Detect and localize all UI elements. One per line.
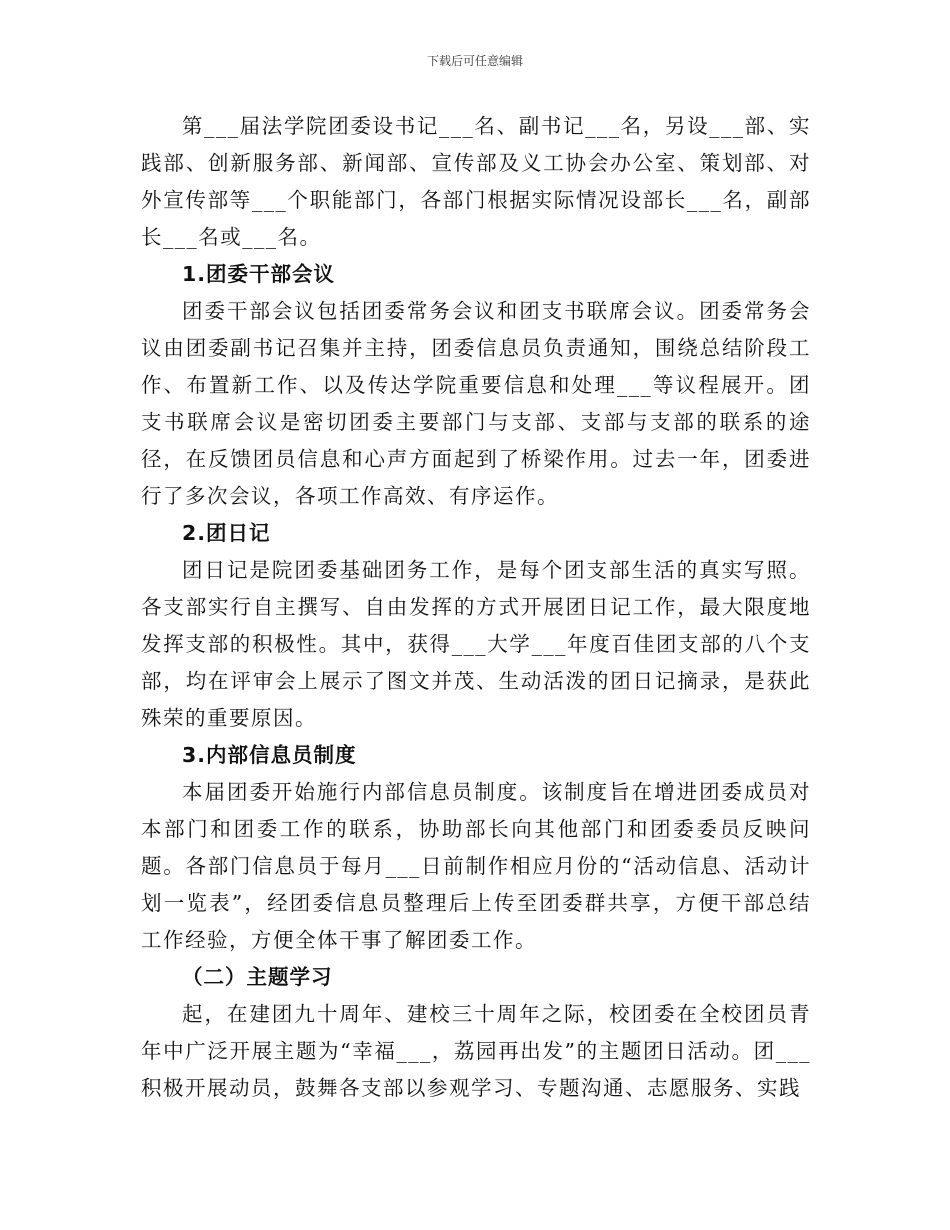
section-heading-diary: 2.团日记 [182,521,271,545]
section-heading-study: （二）主题学习 [182,965,333,989]
document-body [141,108,811,1107]
section-heading-meetings: 1.团委干部会议 [182,262,336,286]
page-header: 下载后可任意编辑 [426,54,523,68]
section-heading-informant: 3.内部信息员制度 [182,743,357,767]
intro-paragraph: 第___届法学院团委设书记___名、副书记___名，另设___部、实践部、创新服务部、新闻部、宣传部及义工协会办公室、策划部、对外宣传部等___个职能部门，各部门根据实际情况设部长___名，副部长___名或___名。 [141,114,811,249]
informant-paragraph: 本届团委开始施行内部信息员制度。该制度旨在增进团委成员对本部门和团委工作的联系，协助部长向其他部门和团委委员反映问题。各部门信息员于每月___日前制作相应月份的“活动信息、活动计划一览表”，经团委信息员整理后上传至团委群共享，方便干部总结工作经验，方便全体干事了解团委工作。 [141,780,811,952]
meetings-paragraph: 团委干部会议包括团委常务会议和团支书联席会议。团委常务会议由团委副书记召集并主持，团委信息员负责通知，围绕总结阶段工作、布置新工作、以及传达学院重要信息和处理___等议程展开。团支书联席会议是密切团委主要部门与支部、支部与支部的联系的途径，在反馈团员信息和心声方面起到了桥梁作用。过去一年，团委进行了多次会议，各项工作高效、有序运作。 [141,299,811,508]
study-paragraph: 起，在建团九十周年、建校三十周年之际，校团委在全校团员青年中广泛开展主题为“幸福___，荔园再出发”的主题团日活动。团___积极开展动员，鼓舞各支部以参观学习、专题沟通、志愿服务、实践 [141,1002,811,1100]
diary-paragraph: 团日记是院团委基础团务工作，是每个团支部生活的真实写照。各支部实行自主撰写、自由发挥的方式开展团日记工作，最大限度地发挥支部的积极性。其中，获得___大学___年度百佳团支部的八个支部，均在评审会上展示了图文并茂、生动活泼的团日记摘录，是获此殊荣的重要原因。 [141,558,811,730]
